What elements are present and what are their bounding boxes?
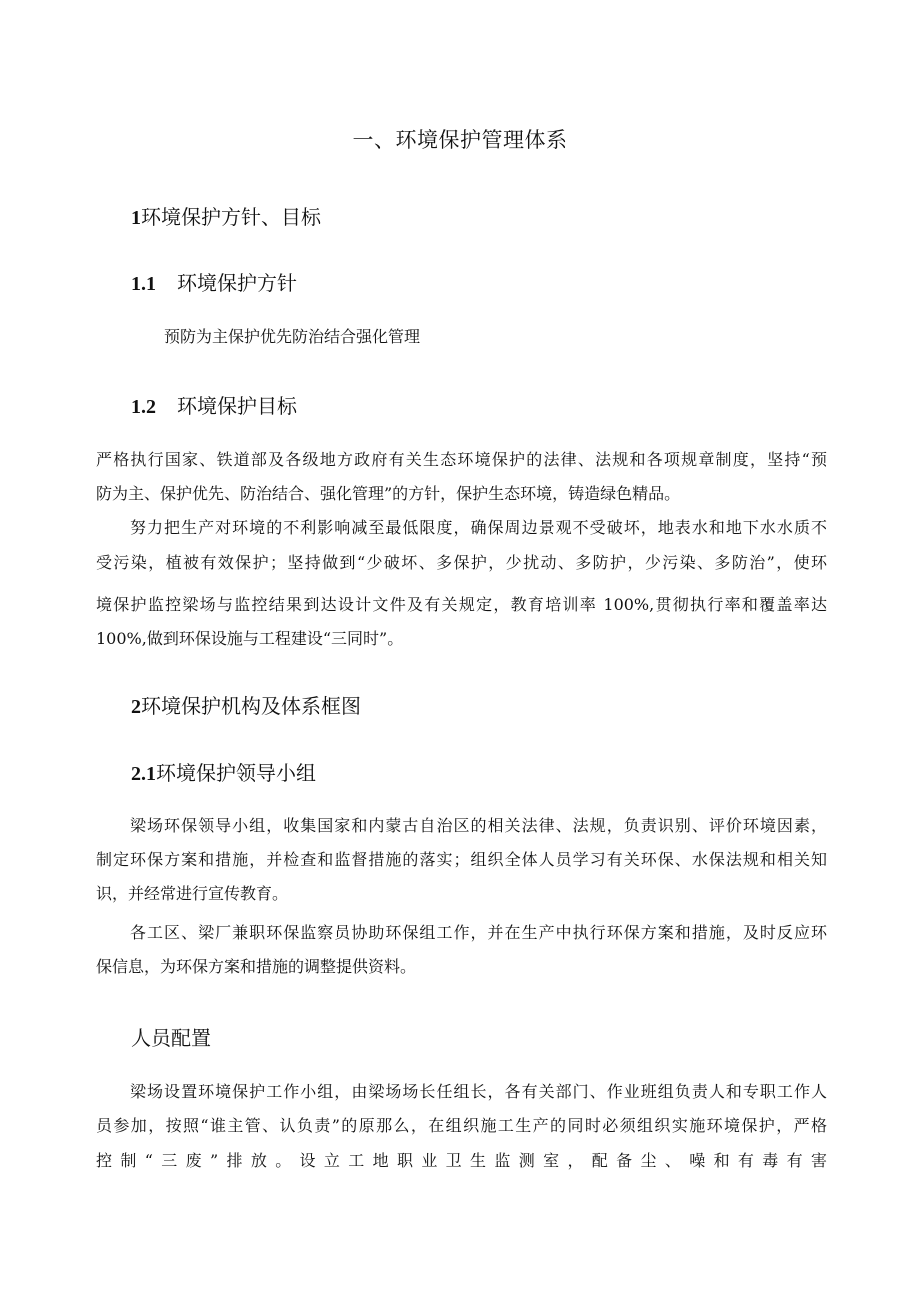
heading-text: 环境保护方针、目标 <box>141 205 321 229</box>
paragraph-leadership-line: 识，并经常进行宣传教育。 <box>96 884 289 903</box>
heading-number: 1.2 <box>131 396 156 418</box>
document-title: 一、环境保护管理体系 <box>352 128 568 152</box>
heading-section-1-2 <box>131 390 297 419</box>
paragraph-target-line: 受污染，植被有效保护；坚持做到“少破坏、多保护，少扰动、多防护，少污染、多防治”，使环 <box>96 553 827 572</box>
paragraph-target-line: 100%,做到环保设施与工程建设“三同时”。 <box>96 629 404 648</box>
paragraph-target-line: 防为主、保护优先、防治结合、强化管理”的方针，保护生态环境，铸造绿色精品。 <box>96 484 681 503</box>
paragraph-leadership-line: 制定环保方案和措施，并检查和监督措施的落实；组织全体人员学习有关环保、水保法规和相关知 <box>96 850 827 869</box>
paragraph-inspector-line: 保信息，为环保方案和措施的调整提供资料。 <box>96 957 417 976</box>
paragraph-staffing-line: 控制“三废”排放。设立工地职业卫生监测室，配备尘、噪和有毒有害 <box>96 1151 827 1170</box>
heading-text: 环境保护方针 <box>177 271 297 295</box>
heading-text: 环境保护目标 <box>177 394 297 418</box>
paragraph-target-line: 严格执行国家、铁道部及各级地方政府有关生态环境保护的法律、法规和各项规章制度，坚持“预 <box>96 450 827 469</box>
paragraph-inspector-line: 各工区、梁厂兼职环保监察员协助环保组工作，并在生产中执行环保方案和措施，及时反应环 <box>130 923 827 942</box>
heading-section-2-1 <box>131 757 316 786</box>
paragraph-target-line: 努力把生产对环境的不利影响减至最低限度，确保周边景观不受破坏，地表水和地下水水质不 <box>130 518 827 537</box>
heading-number: 1 <box>131 207 141 229</box>
heading-section-1 <box>131 201 321 230</box>
paragraph-leadership-line: 梁场环保领导小组，收集国家和内蒙古自治区的相关法律、法规，负责识别、评价环境因素， <box>130 816 827 835</box>
heading-number: 1.1 <box>131 273 156 295</box>
heading-text: 环境保护领导小组 <box>156 761 316 785</box>
heading-staffing: 人员配置 <box>131 1026 211 1050</box>
heading-text: 环境保护机构及体系框图 <box>141 694 361 718</box>
heading-section-2 <box>131 690 361 719</box>
heading-number: 2.1 <box>131 763 156 785</box>
heading-section-1-1 <box>131 267 297 296</box>
paragraph-target-line: 境保护监控梁场与监控结果到达设计文件及有关规定，教育培训率 100%,贯彻执行率和覆盖率达 <box>96 595 827 614</box>
paragraph-staffing-line: 梁场设置环境保护工作小组，由梁场场长任组长，各有关部门、作业班组负责人和专职工作人 <box>130 1082 827 1101</box>
heading-number: 2 <box>131 696 141 718</box>
paragraph-staffing-line: 员参加，按照“谁主管、认负责”的原那么，在组织施工生产的同时必须组织实施环境保护，严格 <box>96 1116 827 1135</box>
paragraph-policy: 预防为主保护优先防治结合强化管理 <box>164 327 421 346</box>
